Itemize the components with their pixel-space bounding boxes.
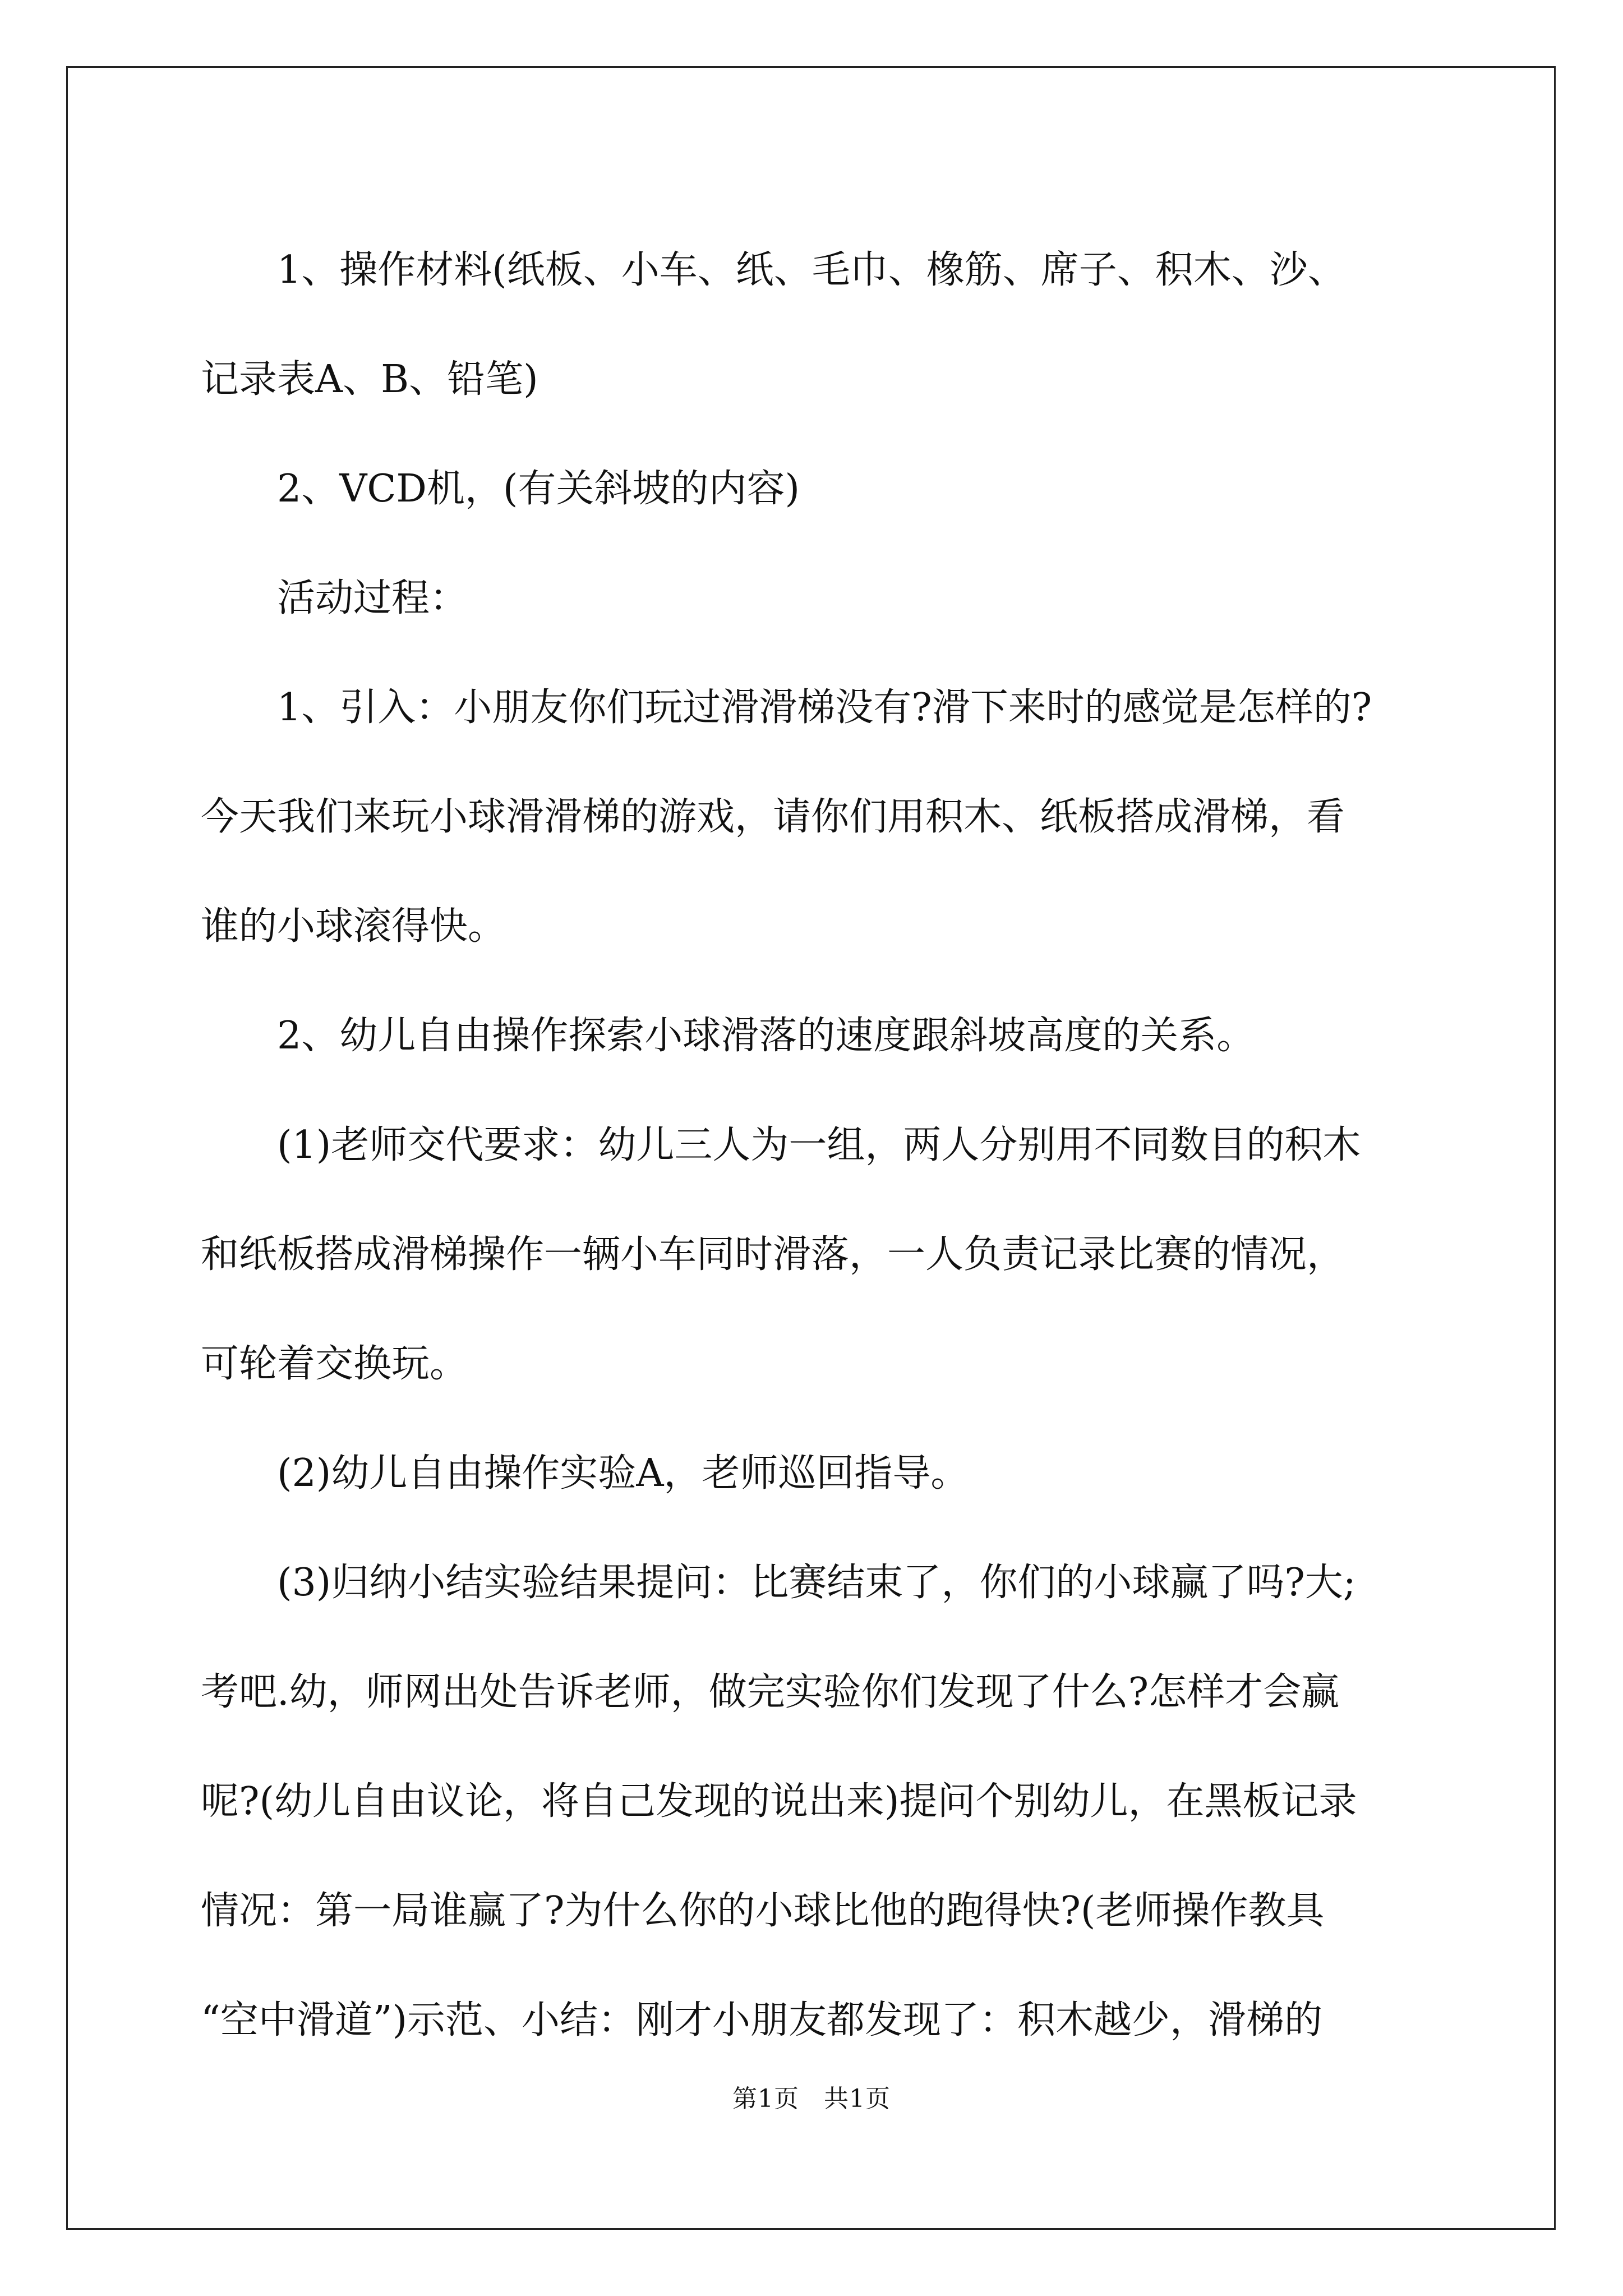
text-line: 1、引入：小朋友你们玩过滑滑梯没有?滑下来时的感觉是怎样的? (277, 685, 1372, 730)
document-body (201, 215, 1435, 2075)
page-total: 共1页 (824, 2085, 891, 2113)
text-line: 考吧.幼，师网出处告诉老师，做完实验你们发现了什么?怎样才会赢 (201, 1670, 1340, 1714)
text-line: 和纸板搭成滑梯操作一辆小车同时滑落，一人负责记录比赛的情况， (201, 1232, 1345, 1277)
page-number: 第1页 (732, 2085, 799, 2113)
text-line: 2、VCD机，(有关斜坡的内容) (277, 467, 800, 511)
text-line: 谁的小球滚得快。 (201, 904, 506, 949)
text-line: (1)老师交代要求：幼儿三人为一组，两人分别用不同数目的积木 (277, 1123, 1361, 1167)
text-line: 记录表A、B、铅笔) (201, 357, 538, 402)
text-line: (3)归纳小结实验结果提问：比赛结束了，你们的小球赢了吗?大; (277, 1561, 1356, 1605)
text-line: 情况：第一局谁赢了?为什么你的小球比他的跑得快?(老师操作教具 (201, 1889, 1325, 1933)
text-line: 今天我们来玩小球滑滑梯的游戏，请你们用积木、纸板搭成滑梯，看 (201, 795, 1345, 839)
text-line: 活动过程： (277, 576, 468, 620)
text-line: “空中滑道”)示范、小结：刚才小朋友都发现了：积木越少，滑梯的 (201, 1998, 1323, 2042)
text-line: 呢?(幼儿自由议论，将自己发现的说出来)提问个别幼儿，在黑板记录 (201, 1779, 1357, 1824)
text-line: 可轮着交换玩。 (201, 1342, 468, 1386)
text-line: 2、幼儿自由操作探索小球滑落的速度跟斜坡高度的关系。 (277, 1014, 1255, 1058)
text-line: (2)幼儿自由操作实验A，老师巡回指导。 (277, 1451, 969, 1496)
text-line: 1、操作材料(纸板、小车、纸、毛巾、橡筋、席子、积木、沙、 (277, 248, 1346, 292)
page-footer (0, 2082, 1623, 2116)
